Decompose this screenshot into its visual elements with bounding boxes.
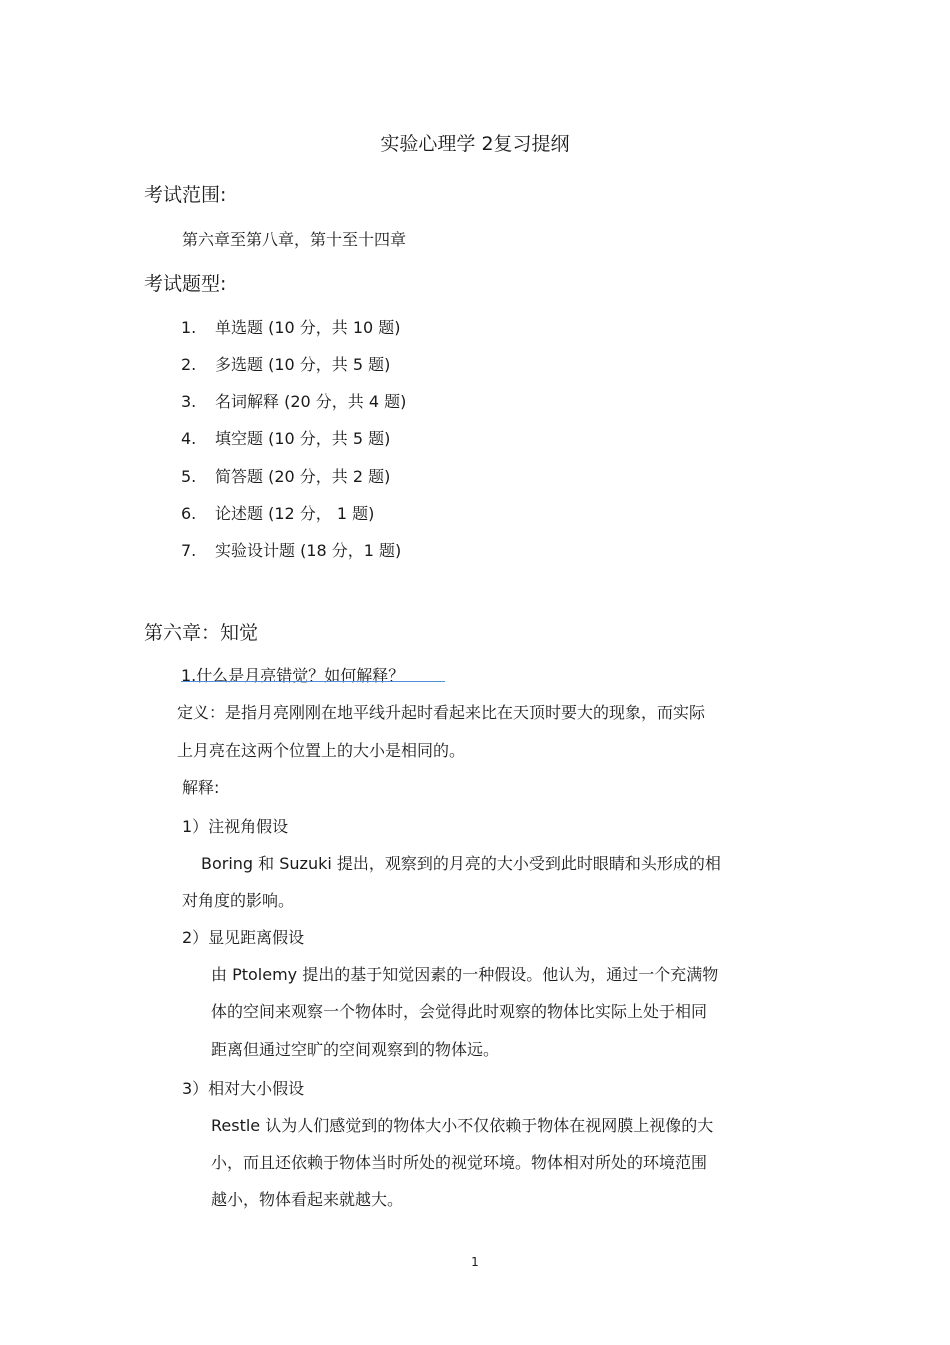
hypothesis-text: Restle 认为人们感觉到的物体大小不仅依赖于物体在视网膜上视像的大 — [211, 1116, 714, 1135]
page-number: 1 — [471, 1255, 479, 1269]
list-item — [181, 501, 374, 524]
definition-line: 上月亮在这两个位置上的大小是相同的。 — [177, 741, 466, 760]
list-item — [181, 538, 401, 561]
list-item-number: 4. — [181, 429, 197, 448]
types-heading: 考试题型: — [144, 273, 227, 295]
list-item-number: 7. — [181, 541, 197, 560]
chapter-heading: 第六章：知觉 — [144, 622, 259, 644]
hypothesis-text: 体的空间来观察一个物体时，会觉得此时观察的物体比实际上处于相同 — [211, 1002, 708, 1021]
list-item-number: 6. — [181, 504, 197, 523]
hypothesis-title: 3）相对大小假设 — [182, 1079, 305, 1098]
list-item-text: 简答题 (20 分，共 2 题) — [215, 467, 391, 486]
hypothesis-text: Boring 和 Suzuki 提出，观察到的月亮的大小受到此时眼睛和头形成的相 — [201, 854, 721, 873]
question-underline — [181, 681, 445, 682]
hypothesis-title: 1）注视角假设 — [182, 817, 289, 836]
scope-content: 第六章至第八章，第十至十四章 — [182, 230, 407, 249]
list-item — [181, 315, 401, 338]
list-item-text: 论述题 (12 分， 1 题) — [215, 504, 375, 523]
list-item-number: 2. — [181, 355, 197, 374]
list-item-text: 填空题 (10 分，共 5 题) — [215, 429, 391, 448]
hypothesis-title: 2）显见距离假设 — [182, 928, 305, 947]
page-title: 实验心理学 2复习提纲 — [380, 133, 570, 155]
list-item-number: 5. — [181, 467, 197, 486]
list-item-text: 实验设计题 (18 分，1 题) — [215, 541, 402, 560]
list-item-text: 单选题 (10 分，共 10 题) — [215, 318, 401, 337]
list-item-number: 1. — [181, 318, 197, 337]
hypothesis-text: 小，而且还依赖于物体当时所处的视觉环境。物体相对所处的环境范围 — [211, 1153, 708, 1172]
list-item-text: 多选题 (10 分，共 5 题) — [215, 355, 391, 374]
question-title: 1.什么是月亮错觉？如何解释？ — [181, 666, 405, 685]
list-item-number: 3. — [181, 392, 197, 411]
definition-line: 定义：是指月亮刚刚在地平线升起时看起来比在天顶时要大的现象，而实际 — [177, 703, 706, 722]
hypothesis-text: 越小，物体看起来就越大。 — [211, 1190, 404, 1209]
list-item — [181, 389, 406, 412]
hypothesis-text: 由 Ptolemy 提出的基于知觉因素的一种假设。他认为，通过一个充满物 — [211, 965, 719, 984]
list-item-text: 名词解释 (20 分，共 4 题) — [215, 392, 407, 411]
hypothesis-text: 对角度的影响。 — [182, 891, 295, 910]
scope-heading: 考试范围: — [144, 184, 227, 206]
list-item — [181, 352, 390, 375]
list-item — [181, 464, 390, 487]
hypothesis-text: 距离但通过空旷的空间观察到的物体远。 — [211, 1040, 500, 1059]
list-item — [181, 426, 390, 449]
explanation-label: 解释: — [182, 778, 220, 797]
